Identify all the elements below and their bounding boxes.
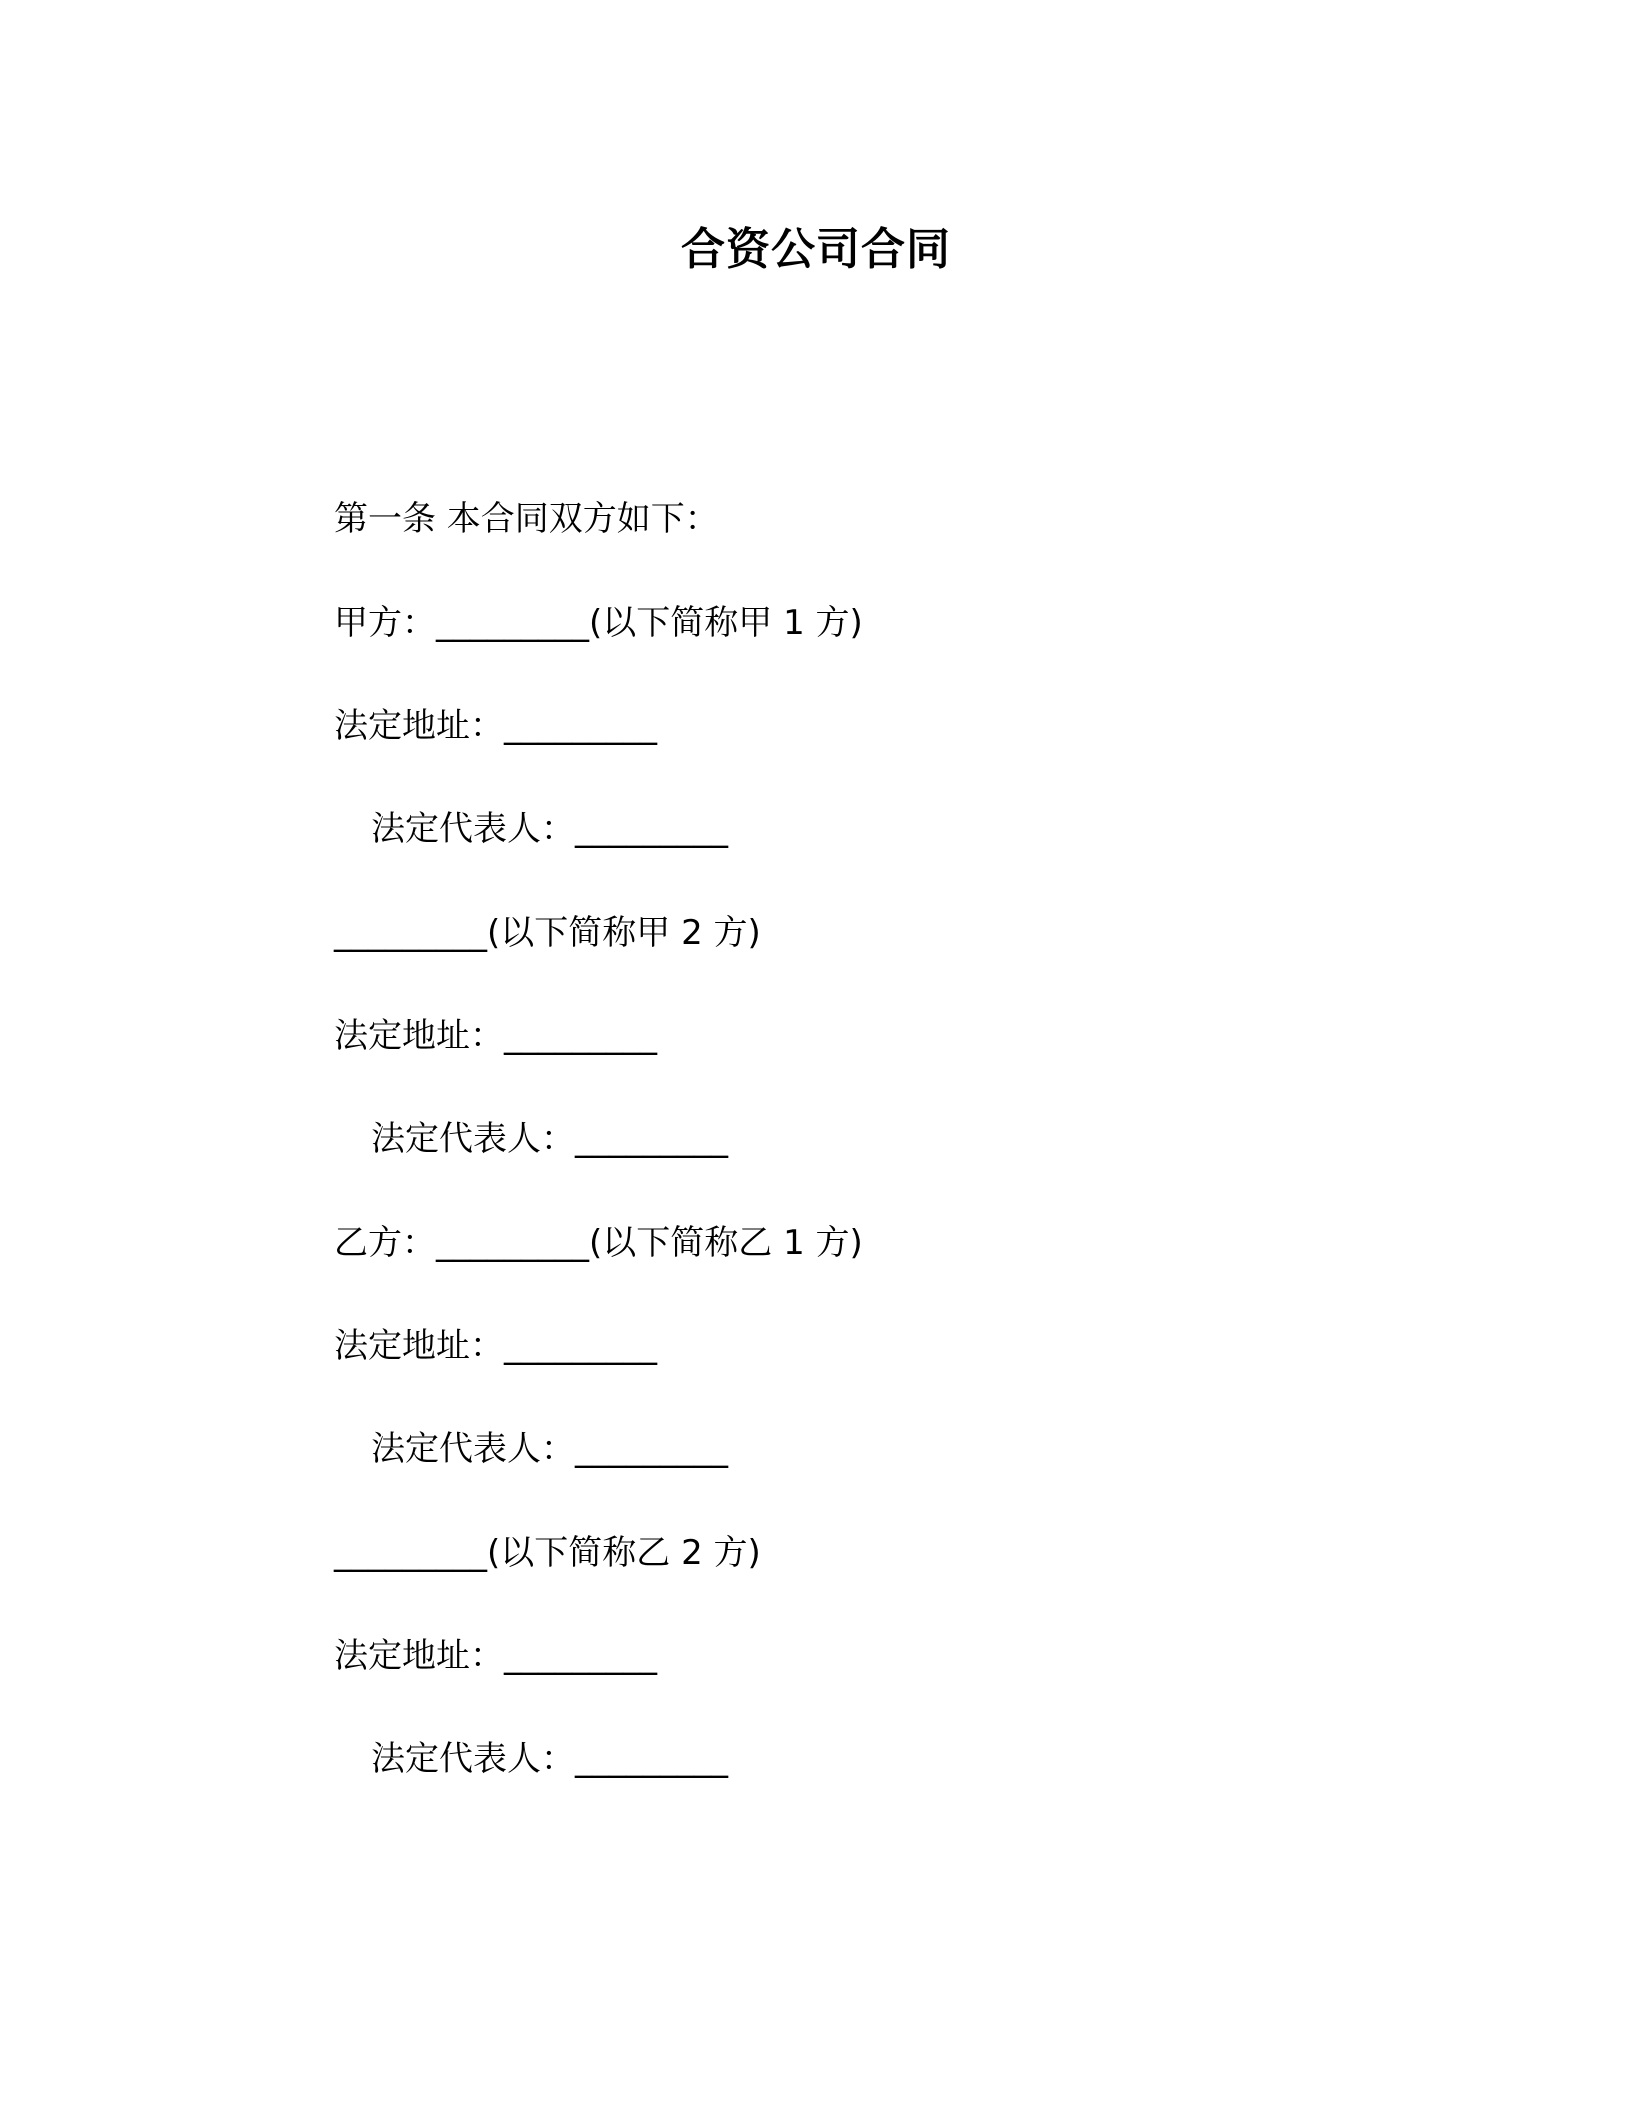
party-a2-address: 法定地址：_________ — [334, 1016, 657, 1056]
party-b1-line: 乙方：_________(以下简称乙 1 方) — [334, 1223, 863, 1263]
party-a1-address: 法定地址：_________ — [334, 706, 657, 746]
party-b2-representative: 法定代表人：_________ — [371, 1739, 728, 1779]
document-title: 合资公司合同 — [681, 224, 951, 275]
party-b2-address: 法定地址：_________ — [334, 1636, 657, 1676]
party-b1-address: 法定地址：_________ — [334, 1326, 657, 1366]
article-1-heading: 第一条 本合同双方如下： — [334, 499, 719, 539]
party-b1-representative: 法定代表人：_________ — [371, 1429, 728, 1469]
party-a1-representative: 法定代表人：_________ — [371, 809, 728, 849]
party-a2-line: _________(以下简称甲 2 方) — [334, 913, 761, 953]
party-a1-line: 甲方：_________(以下简称甲 1 方) — [334, 603, 863, 643]
party-b2-line: _________(以下简称乙 2 方) — [334, 1533, 761, 1573]
party-a2-representative: 法定代表人：_________ — [371, 1119, 728, 1159]
